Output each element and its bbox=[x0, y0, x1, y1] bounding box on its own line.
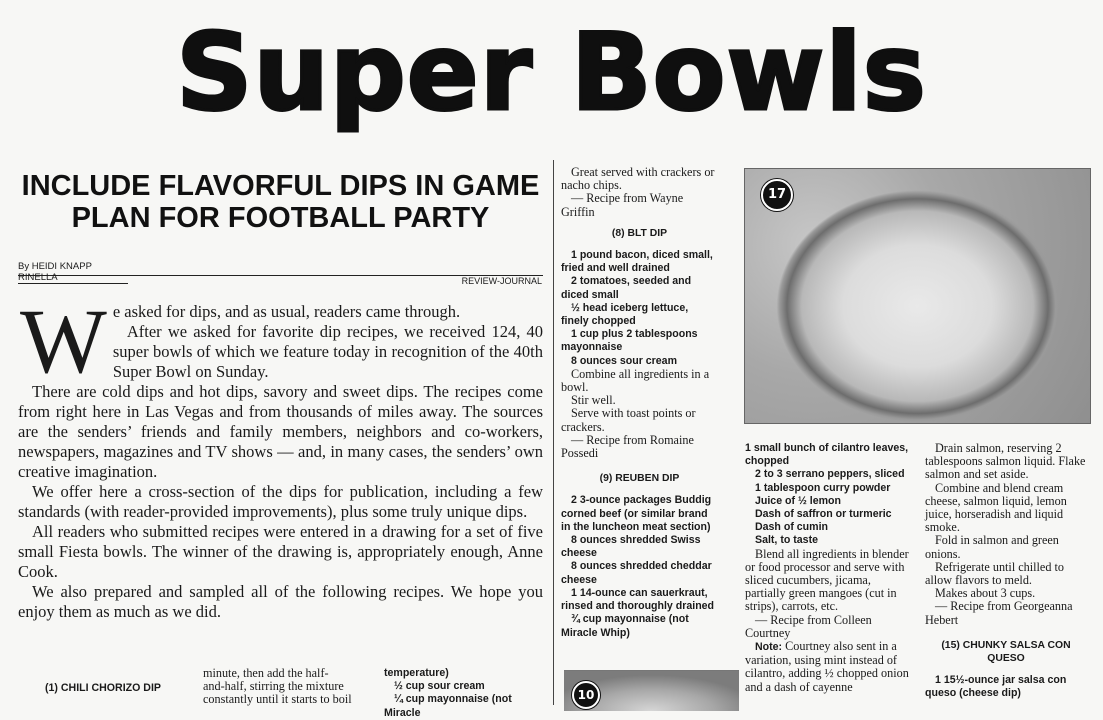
recipe-ingredient: 1 pound bacon, diced small, fried and well drained bbox=[561, 249, 713, 275]
recipe-text: Drain salmon, reserving 2 tablespoons salmon liquid. Flake salmon and set aside. bbox=[925, 441, 1086, 482]
column-divider bbox=[553, 160, 554, 705]
article-body bbox=[18, 290, 543, 622]
recipe-ingredient: 8 ounces shredded Swiss cheese bbox=[561, 534, 701, 560]
recipe-text: Combine and blend cream cheese, salmon liquid, lemon juice, horseradish and liquid smoke. bbox=[925, 480, 1067, 535]
recipe-ingredient: 1 14-ounce can sauerkraut, rinsed and thoroughly drained bbox=[561, 586, 715, 613]
recipe-credit: — Recipe from Wayne Griffin bbox=[561, 191, 684, 219]
recipe-ingredient: ¼ cup mayonnaise (not Miracle bbox=[384, 693, 512, 719]
recipe-ingredient: 1 15½-ounce jar salsa con queso (cheese dip) bbox=[925, 674, 1067, 700]
recipe-title: (15) CHUNKY SALSA CON QUESO bbox=[941, 639, 1071, 665]
recipe-1-continued bbox=[203, 667, 373, 707]
article-paragraph: After we asked for favorite dip recipes, we received 124, 40 super bowls of which we feature today in recognition of the 40th Super Bowl on Sunday. bbox=[112, 322, 543, 381]
recipe-text: Refrigerate until chilled to allow flavors to meld. bbox=[925, 559, 1064, 588]
masthead-title: Super Bowls bbox=[176, 11, 927, 134]
source-credit: REVIEW-JOURNAL bbox=[461, 276, 542, 286]
recipe-credit: — Recipe from Colleen Courtney bbox=[745, 612, 872, 640]
recipe-text: Great served with crackers or nacho chips. bbox=[561, 165, 715, 193]
recipe-credit: — Recipe from Romaine Possedi bbox=[561, 432, 694, 461]
recipe-text: Combine all ingredients in a bowl. bbox=[561, 366, 710, 395]
recipe-ingredient: 8 ounces sour cream bbox=[571, 354, 677, 367]
note-label: Note: bbox=[755, 641, 783, 654]
recipe-ingredient: 1 cup plus 2 tablespoons mayonnaise bbox=[561, 328, 698, 354]
drop-cap: W bbox=[20, 290, 107, 392]
recipe-ingredient: Dash of saffron or turmeric bbox=[755, 508, 892, 521]
recipe-title: (8) BLT DIP bbox=[611, 227, 668, 239]
recipe-ingredient: 2 3-ounce packages Buddig corned beef (or similar brand in the luncheon meat section) bbox=[561, 494, 712, 533]
recipe-text: Makes about 3 cups. bbox=[935, 586, 1036, 601]
recipe-text: minute, then add the half- bbox=[203, 666, 329, 680]
recipe-text: Stir well. bbox=[571, 393, 616, 408]
dip-bowl-photo bbox=[744, 168, 1091, 424]
photo-number-badge: 17 bbox=[761, 179, 793, 211]
recipe-note bbox=[745, 640, 910, 694]
recipe-1-column bbox=[18, 680, 188, 695]
recipe-column-3 bbox=[561, 166, 718, 640]
recipe-text: Blend all ingredients in blender or food processor and serve with sliced cucumbers, jicama, partially green mangoes (cut in strips), carrots, etc. bbox=[745, 546, 909, 614]
note-text: Courtney also sent in a variation, using mint instead of cilantro, adding ½ chopped onion and a dash of cayenne bbox=[745, 639, 909, 694]
article-headline: INCLUDE FLAVORFUL DIPS IN GAME PLAN FOR FOOTBALL PARTY bbox=[21, 170, 540, 234]
recipe-column-4 bbox=[745, 442, 910, 694]
recipe-credit: — Recipe from Georgeanna Hebert bbox=[925, 599, 1073, 627]
recipe-text: constantly until it starts to boil bbox=[203, 692, 352, 707]
recipe-ingredient: 1 tablespoon curry powder bbox=[755, 481, 891, 494]
article-paragraph: We offer here a cross-section of the dips for publication, including a few standards (with reader-provided improvements), plus some truly unique dips. bbox=[18, 482, 543, 521]
recipe-ingredients-continued bbox=[384, 667, 544, 720]
recipe-ingredient: Juice of ½ lemon bbox=[755, 494, 841, 507]
recipe-ingredient: 2 tomatoes, seeded and diced small bbox=[561, 275, 692, 301]
recipe-ingredient: Salt, to taste bbox=[755, 534, 818, 547]
recipe-ingredient: ¾ cup mayonnaise (not Miracle Whip) bbox=[561, 613, 689, 639]
article-paragraph: We also prepared and sampled all of the following recipes. We hope you enjoy them as much as we did. bbox=[18, 582, 543, 621]
byline-text: By HEIDI KNAPP RINELLA bbox=[18, 261, 128, 284]
recipe-title: (1) CHILI CHORIZO DIP bbox=[45, 682, 161, 694]
photo-number-badge: 10 bbox=[572, 681, 600, 709]
recipe-title: (9) REUBEN DIP bbox=[599, 473, 680, 485]
recipe-ingredient: 1 small bunch of cilantro leaves, chopped bbox=[745, 442, 909, 468]
article-lead-text: e asked for dips, and as usual, readers came through. bbox=[112, 302, 461, 321]
recipe-ingredient: temperature) bbox=[384, 667, 449, 679]
recipe-text: Serve with toast points or crackers. bbox=[561, 406, 696, 434]
recipe-ingredient: 2 to 3 serrano peppers, sliced bbox=[755, 468, 905, 481]
recipe-text: Fold in salmon and green onions. bbox=[925, 533, 1059, 561]
recipe-ingredient: 8 ounces shredded cheddar cheese bbox=[561, 560, 712, 586]
recipe-ingredient: ½ cup sour cream bbox=[394, 680, 485, 693]
recipe-ingredient: ½ head iceberg lettuce, finely chopped bbox=[561, 301, 689, 328]
recipe-text: and-half, stirring the mixture bbox=[203, 679, 344, 694]
article-paragraph: There are cold dips and hot dips, savory and sweet dips. The recipes come from right here in Las Vegas and from thousands of miles away. The sources are the senders’ friends and family members, neighbors and co-workers, newspapers, magazines and TV shows — and, in many cases, the senders’ own creative imagination. bbox=[18, 382, 543, 481]
recipe-ingredient: Dash of cumin bbox=[755, 521, 828, 534]
article-paragraph: All readers who submitted recipes were entered in a drawing for a set of five small Fiesta bowls. The winner of the drawing is, appropriately enough, Anne Cook. bbox=[18, 522, 543, 581]
recipe-column-5 bbox=[925, 442, 1087, 701]
